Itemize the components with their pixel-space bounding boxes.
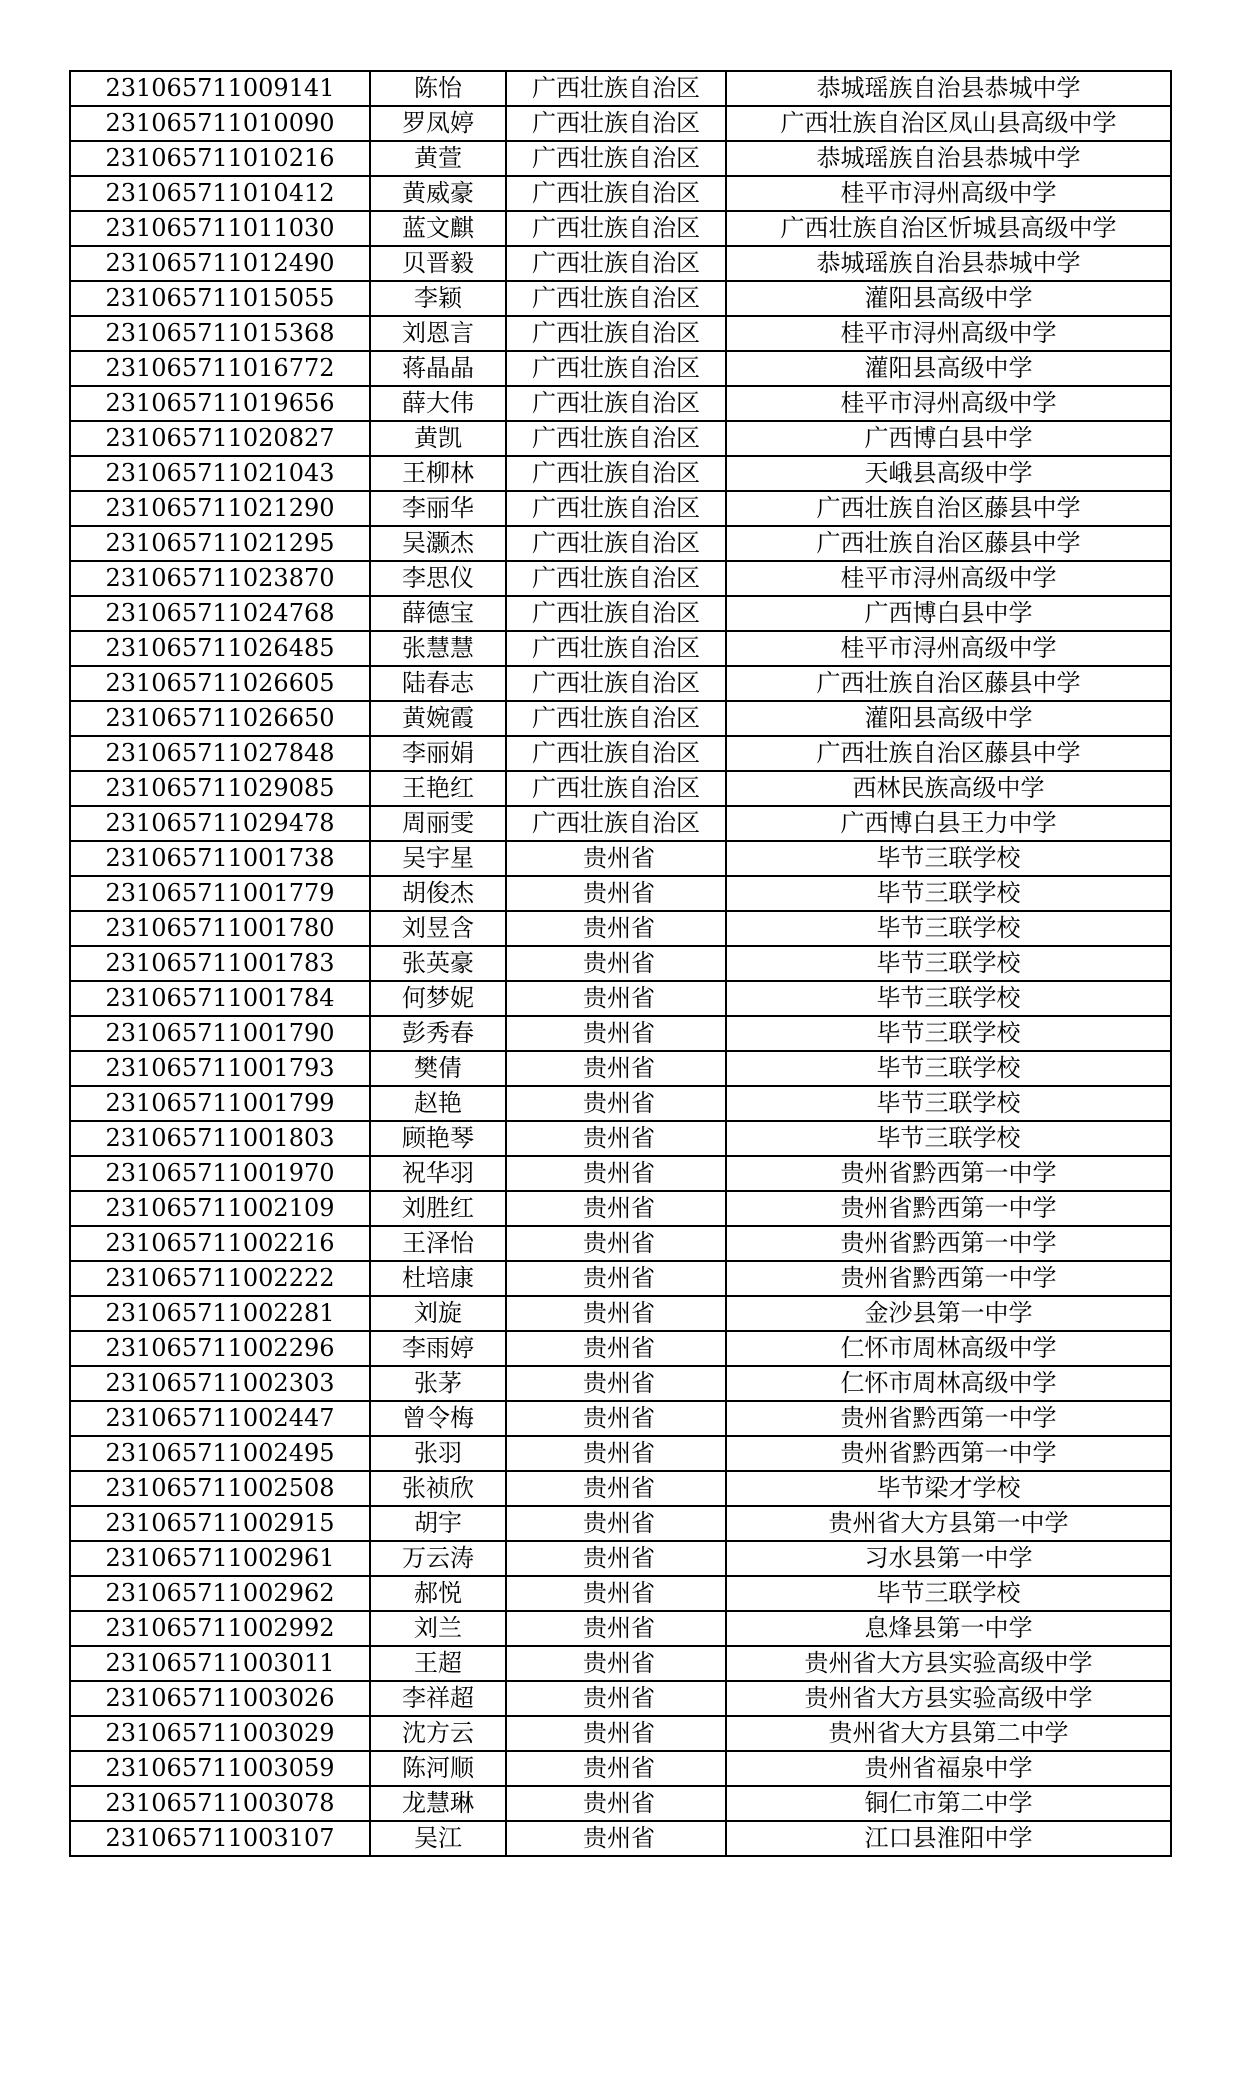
province-cell: 贵州省 — [506, 1086, 726, 1121]
table-row — [70, 1436, 1171, 1471]
table-row — [70, 141, 1171, 176]
name-cell: 李丽华 — [370, 491, 506, 526]
table-row — [70, 946, 1171, 981]
id-cell: 231065711002508 — [70, 1471, 370, 1506]
name-cell: 何梦妮 — [370, 981, 506, 1016]
name-cell: 陈怡 — [370, 71, 506, 106]
school-cell: 灌阳县高级中学 — [726, 281, 1171, 316]
table-row — [70, 1716, 1171, 1751]
table-row — [70, 1646, 1171, 1681]
name-cell: 祝华羽 — [370, 1156, 506, 1191]
province-cell: 贵州省 — [506, 1821, 726, 1856]
table-row — [70, 771, 1171, 806]
name-cell: 黄威豪 — [370, 176, 506, 211]
id-cell: 231065711001970 — [70, 1156, 370, 1191]
name-cell: 张羽 — [370, 1436, 506, 1471]
province-cell: 广西壮族自治区 — [506, 806, 726, 841]
province-cell: 贵州省 — [506, 1436, 726, 1471]
id-cell: 231065711002296 — [70, 1331, 370, 1366]
name-cell: 陈河顺 — [370, 1751, 506, 1786]
school-cell: 桂平市浔州高级中学 — [726, 631, 1171, 666]
id-cell: 231065711021290 — [70, 491, 370, 526]
school-cell: 仁怀市周林高级中学 — [726, 1331, 1171, 1366]
name-cell: 王柳林 — [370, 456, 506, 491]
school-cell: 广西壮族自治区凤山县高级中学 — [726, 106, 1171, 141]
table-row — [70, 1226, 1171, 1261]
name-cell: 王艳红 — [370, 771, 506, 806]
id-cell: 231065711002915 — [70, 1506, 370, 1541]
province-cell: 广西壮族自治区 — [506, 176, 726, 211]
school-cell: 贵州省黔西第一中学 — [726, 1191, 1171, 1226]
school-cell: 贵州省福泉中学 — [726, 1751, 1171, 1786]
name-cell: 黄萱 — [370, 141, 506, 176]
name-cell: 彭秀春 — [370, 1016, 506, 1051]
table-row — [70, 631, 1171, 666]
table-row — [70, 1051, 1171, 1086]
school-cell: 西林民族高级中学 — [726, 771, 1171, 806]
id-cell: 231065711003078 — [70, 1786, 370, 1821]
school-cell: 广西博白县王力中学 — [726, 806, 1171, 841]
school-cell: 桂平市浔州高级中学 — [726, 316, 1171, 351]
name-cell: 樊倩 — [370, 1051, 506, 1086]
school-cell: 毕节三联学校 — [726, 946, 1171, 981]
province-cell: 广西壮族自治区 — [506, 351, 726, 386]
name-cell: 贝晋毅 — [370, 246, 506, 281]
province-cell: 广西壮族自治区 — [506, 666, 726, 701]
id-cell: 231065711009141 — [70, 71, 370, 106]
province-cell: 贵州省 — [506, 1261, 726, 1296]
school-cell: 毕节三联学校 — [726, 1051, 1171, 1086]
id-cell: 231065711010412 — [70, 176, 370, 211]
school-cell: 贵州省大方县实验高级中学 — [726, 1646, 1171, 1681]
table-row — [70, 491, 1171, 526]
id-cell: 231065711026605 — [70, 666, 370, 701]
id-cell: 231065711027848 — [70, 736, 370, 771]
name-cell: 黄凯 — [370, 421, 506, 456]
school-cell: 贵州省黔西第一中学 — [726, 1401, 1171, 1436]
table-row — [70, 1121, 1171, 1156]
table-row — [70, 911, 1171, 946]
school-cell: 毕节三联学校 — [726, 1121, 1171, 1156]
name-cell: 薛德宝 — [370, 596, 506, 631]
school-cell: 天峨县高级中学 — [726, 456, 1171, 491]
school-cell: 广西壮族自治区藤县中学 — [726, 491, 1171, 526]
table-row — [70, 981, 1171, 1016]
name-cell: 沈方云 — [370, 1716, 506, 1751]
id-cell: 231065711024768 — [70, 596, 370, 631]
table-row — [70, 421, 1171, 456]
school-cell: 恭城瑶族自治县恭城中学 — [726, 246, 1171, 281]
name-cell: 郝悦 — [370, 1576, 506, 1611]
id-cell: 231065711026485 — [70, 631, 370, 666]
table-row — [70, 526, 1171, 561]
id-cell: 231065711002447 — [70, 1401, 370, 1436]
province-cell: 贵州省 — [506, 1716, 726, 1751]
id-cell: 231065711015368 — [70, 316, 370, 351]
table-row — [70, 1471, 1171, 1506]
table-row — [70, 1681, 1171, 1716]
table-row — [70, 106, 1171, 141]
id-cell: 231065711001793 — [70, 1051, 370, 1086]
province-cell: 广西壮族自治区 — [506, 596, 726, 631]
table-row — [70, 456, 1171, 491]
name-cell: 黄婉霞 — [370, 701, 506, 736]
name-cell: 张茅 — [370, 1366, 506, 1401]
id-cell: 231065711023870 — [70, 561, 370, 596]
table-row — [70, 1576, 1171, 1611]
name-cell: 王超 — [370, 1646, 506, 1681]
province-cell: 贵州省 — [506, 1121, 726, 1156]
province-cell: 贵州省 — [506, 1786, 726, 1821]
province-cell: 贵州省 — [506, 1156, 726, 1191]
table-row — [70, 1751, 1171, 1786]
table-row — [70, 1506, 1171, 1541]
table-row — [70, 211, 1171, 246]
table-row — [70, 701, 1171, 736]
school-cell: 贵州省大方县第一中学 — [726, 1506, 1171, 1541]
school-cell: 恭城瑶族自治县恭城中学 — [726, 71, 1171, 106]
province-cell: 广西壮族自治区 — [506, 246, 726, 281]
id-cell: 231065711002962 — [70, 1576, 370, 1611]
name-cell: 蓝文麒 — [370, 211, 506, 246]
province-cell: 广西壮族自治区 — [506, 106, 726, 141]
name-cell: 赵艳 — [370, 1086, 506, 1121]
name-cell: 胡宇 — [370, 1506, 506, 1541]
id-cell: 231065711002303 — [70, 1366, 370, 1401]
province-cell: 广西壮族自治区 — [506, 771, 726, 806]
province-cell: 贵州省 — [506, 981, 726, 1016]
province-cell: 贵州省 — [506, 1191, 726, 1226]
school-cell: 毕节三联学校 — [726, 1016, 1171, 1051]
school-cell: 贵州省黔西第一中学 — [726, 1436, 1171, 1471]
table-row — [70, 176, 1171, 211]
id-cell: 231065711002961 — [70, 1541, 370, 1576]
school-cell: 毕节三联学校 — [726, 841, 1171, 876]
table-row — [70, 1261, 1171, 1296]
name-cell: 陆春志 — [370, 666, 506, 701]
province-cell: 贵州省 — [506, 1471, 726, 1506]
province-cell: 广西壮族自治区 — [506, 561, 726, 596]
province-cell: 贵州省 — [506, 1366, 726, 1401]
id-cell: 231065711001803 — [70, 1121, 370, 1156]
id-cell: 231065711001799 — [70, 1086, 370, 1121]
school-cell: 毕节三联学校 — [726, 911, 1171, 946]
name-cell: 顾艳琴 — [370, 1121, 506, 1156]
id-cell: 231065711001780 — [70, 911, 370, 946]
name-cell: 李丽娟 — [370, 736, 506, 771]
province-cell: 贵州省 — [506, 1226, 726, 1261]
name-cell: 曾令梅 — [370, 1401, 506, 1436]
school-cell: 毕节梁才学校 — [726, 1471, 1171, 1506]
name-cell: 刘兰 — [370, 1611, 506, 1646]
name-cell: 张祯欣 — [370, 1471, 506, 1506]
province-cell: 广西壮族自治区 — [506, 211, 726, 246]
id-cell: 231065711021295 — [70, 526, 370, 561]
table-row — [70, 1016, 1171, 1051]
id-cell: 231065711016772 — [70, 351, 370, 386]
table-row — [70, 1086, 1171, 1121]
school-cell: 桂平市浔州高级中学 — [726, 561, 1171, 596]
name-cell: 刘昱含 — [370, 911, 506, 946]
school-cell: 灌阳县高级中学 — [726, 701, 1171, 736]
province-cell: 广西壮族自治区 — [506, 281, 726, 316]
id-cell: 231065711003107 — [70, 1821, 370, 1856]
id-cell: 231065711001783 — [70, 946, 370, 981]
id-cell: 231065711029085 — [70, 771, 370, 806]
table-row — [70, 1156, 1171, 1191]
table-row — [70, 596, 1171, 631]
name-cell: 周丽雯 — [370, 806, 506, 841]
name-cell: 李思仪 — [370, 561, 506, 596]
province-cell: 贵州省 — [506, 1051, 726, 1086]
id-cell: 231065711011030 — [70, 211, 370, 246]
id-cell: 231065711001790 — [70, 1016, 370, 1051]
id-cell: 231065711003011 — [70, 1646, 370, 1681]
name-cell: 吴宇星 — [370, 841, 506, 876]
province-cell: 广西壮族自治区 — [506, 526, 726, 561]
province-cell: 广西壮族自治区 — [506, 456, 726, 491]
id-cell: 231065711003029 — [70, 1716, 370, 1751]
school-cell: 广西壮族自治区藤县中学 — [726, 736, 1171, 771]
school-cell: 灌阳县高级中学 — [726, 351, 1171, 386]
id-cell: 231065711002216 — [70, 1226, 370, 1261]
school-cell: 毕节三联学校 — [726, 1576, 1171, 1611]
id-cell: 231065711010216 — [70, 141, 370, 176]
province-cell: 贵州省 — [506, 1331, 726, 1366]
province-cell: 广西壮族自治区 — [506, 316, 726, 351]
province-cell: 广西壮族自治区 — [506, 386, 726, 421]
table-row — [70, 666, 1171, 701]
province-cell: 贵州省 — [506, 1646, 726, 1681]
id-cell: 231065711010090 — [70, 106, 370, 141]
school-cell: 贵州省大方县实验高级中学 — [726, 1681, 1171, 1716]
table-row — [70, 841, 1171, 876]
province-cell: 贵州省 — [506, 1611, 726, 1646]
school-cell: 恭城瑶族自治县恭城中学 — [726, 141, 1171, 176]
id-cell: 231065711012490 — [70, 246, 370, 281]
table-row — [70, 561, 1171, 596]
table-row — [70, 736, 1171, 771]
name-cell: 吴江 — [370, 1821, 506, 1856]
province-cell: 贵州省 — [506, 1506, 726, 1541]
table-row — [70, 1366, 1171, 1401]
name-cell: 李颖 — [370, 281, 506, 316]
school-cell: 铜仁市第二中学 — [726, 1786, 1171, 1821]
table-row — [70, 71, 1171, 106]
school-cell: 广西壮族自治区忻城县高级中学 — [726, 211, 1171, 246]
id-cell: 231065711020827 — [70, 421, 370, 456]
province-cell: 贵州省 — [506, 946, 726, 981]
table-row — [70, 316, 1171, 351]
name-cell: 蒋晶晶 — [370, 351, 506, 386]
id-cell: 231065711019656 — [70, 386, 370, 421]
id-cell: 231065711002109 — [70, 1191, 370, 1226]
school-cell: 广西博白县中学 — [726, 421, 1171, 456]
table-row — [70, 876, 1171, 911]
school-cell: 仁怀市周林高级中学 — [726, 1366, 1171, 1401]
id-cell: 231065711003026 — [70, 1681, 370, 1716]
table-row — [70, 1191, 1171, 1226]
school-cell: 广西壮族自治区藤县中学 — [726, 526, 1171, 561]
table-row — [70, 351, 1171, 386]
id-cell: 231065711001738 — [70, 841, 370, 876]
id-cell: 231065711002281 — [70, 1296, 370, 1331]
table-row — [70, 281, 1171, 316]
name-cell: 万云涛 — [370, 1541, 506, 1576]
school-cell: 贵州省黔西第一中学 — [726, 1261, 1171, 1296]
province-cell: 贵州省 — [506, 1401, 726, 1436]
table-row — [70, 1331, 1171, 1366]
school-cell: 桂平市浔州高级中学 — [726, 176, 1171, 211]
table-row — [70, 1821, 1171, 1856]
name-cell: 李祥超 — [370, 1681, 506, 1716]
school-cell: 毕节三联学校 — [726, 981, 1171, 1016]
province-cell: 广西壮族自治区 — [506, 491, 726, 526]
table-row — [70, 246, 1171, 281]
province-cell: 广西壮族自治区 — [506, 736, 726, 771]
id-cell: 231065711029478 — [70, 806, 370, 841]
school-cell: 桂平市浔州高级中学 — [726, 386, 1171, 421]
school-cell: 广西壮族自治区藤县中学 — [726, 666, 1171, 701]
name-cell: 李雨婷 — [370, 1331, 506, 1366]
table-row — [70, 1786, 1171, 1821]
province-cell: 贵州省 — [506, 1681, 726, 1716]
school-cell: 息烽县第一中学 — [726, 1611, 1171, 1646]
province-cell: 贵州省 — [506, 911, 726, 946]
province-cell: 广西壮族自治区 — [506, 141, 726, 176]
province-cell: 贵州省 — [506, 841, 726, 876]
name-cell: 张慧慧 — [370, 631, 506, 666]
id-cell: 231065711001779 — [70, 876, 370, 911]
school-cell: 金沙县第一中学 — [726, 1296, 1171, 1331]
table-row — [70, 1611, 1171, 1646]
table-row — [70, 1401, 1171, 1436]
name-cell: 刘胜红 — [370, 1191, 506, 1226]
province-cell: 贵州省 — [506, 1751, 726, 1786]
school-cell: 贵州省黔西第一中学 — [726, 1226, 1171, 1261]
id-cell: 231065711015055 — [70, 281, 370, 316]
province-cell: 贵州省 — [506, 1016, 726, 1051]
province-cell: 贵州省 — [506, 876, 726, 911]
id-cell: 231065711002992 — [70, 1611, 370, 1646]
school-cell: 贵州省大方县第二中学 — [726, 1716, 1171, 1751]
name-cell: 薛大伟 — [370, 386, 506, 421]
province-cell: 广西壮族自治区 — [506, 701, 726, 736]
province-cell: 广西壮族自治区 — [506, 631, 726, 666]
school-cell: 习水县第一中学 — [726, 1541, 1171, 1576]
name-cell: 刘旋 — [370, 1296, 506, 1331]
name-cell: 龙慧琳 — [370, 1786, 506, 1821]
table-row — [70, 386, 1171, 421]
table-row — [70, 806, 1171, 841]
name-cell: 吴灏杰 — [370, 526, 506, 561]
province-cell: 广西壮族自治区 — [506, 71, 726, 106]
table-row — [70, 1541, 1171, 1576]
id-cell: 231065711001784 — [70, 981, 370, 1016]
id-cell: 231065711026650 — [70, 701, 370, 736]
province-cell: 贵州省 — [506, 1296, 726, 1331]
name-cell: 罗凤婷 — [370, 106, 506, 141]
school-cell: 江口县淮阳中学 — [726, 1821, 1171, 1856]
id-cell: 231065711021043 — [70, 456, 370, 491]
student-list-table — [69, 70, 1172, 1857]
name-cell: 胡俊杰 — [370, 876, 506, 911]
table-row — [70, 1296, 1171, 1331]
id-cell: 231065711002222 — [70, 1261, 370, 1296]
id-cell: 231065711002495 — [70, 1436, 370, 1471]
name-cell: 张英豪 — [370, 946, 506, 981]
province-cell: 贵州省 — [506, 1576, 726, 1611]
province-cell: 贵州省 — [506, 1541, 726, 1576]
province-cell: 广西壮族自治区 — [506, 421, 726, 456]
name-cell: 杜培康 — [370, 1261, 506, 1296]
name-cell: 王泽怡 — [370, 1226, 506, 1261]
name-cell: 刘恩言 — [370, 316, 506, 351]
school-cell: 贵州省黔西第一中学 — [726, 1156, 1171, 1191]
school-cell: 毕节三联学校 — [726, 876, 1171, 911]
school-cell: 广西博白县中学 — [726, 596, 1171, 631]
table-body — [70, 71, 1171, 1856]
id-cell: 231065711003059 — [70, 1751, 370, 1786]
school-cell: 毕节三联学校 — [726, 1086, 1171, 1121]
